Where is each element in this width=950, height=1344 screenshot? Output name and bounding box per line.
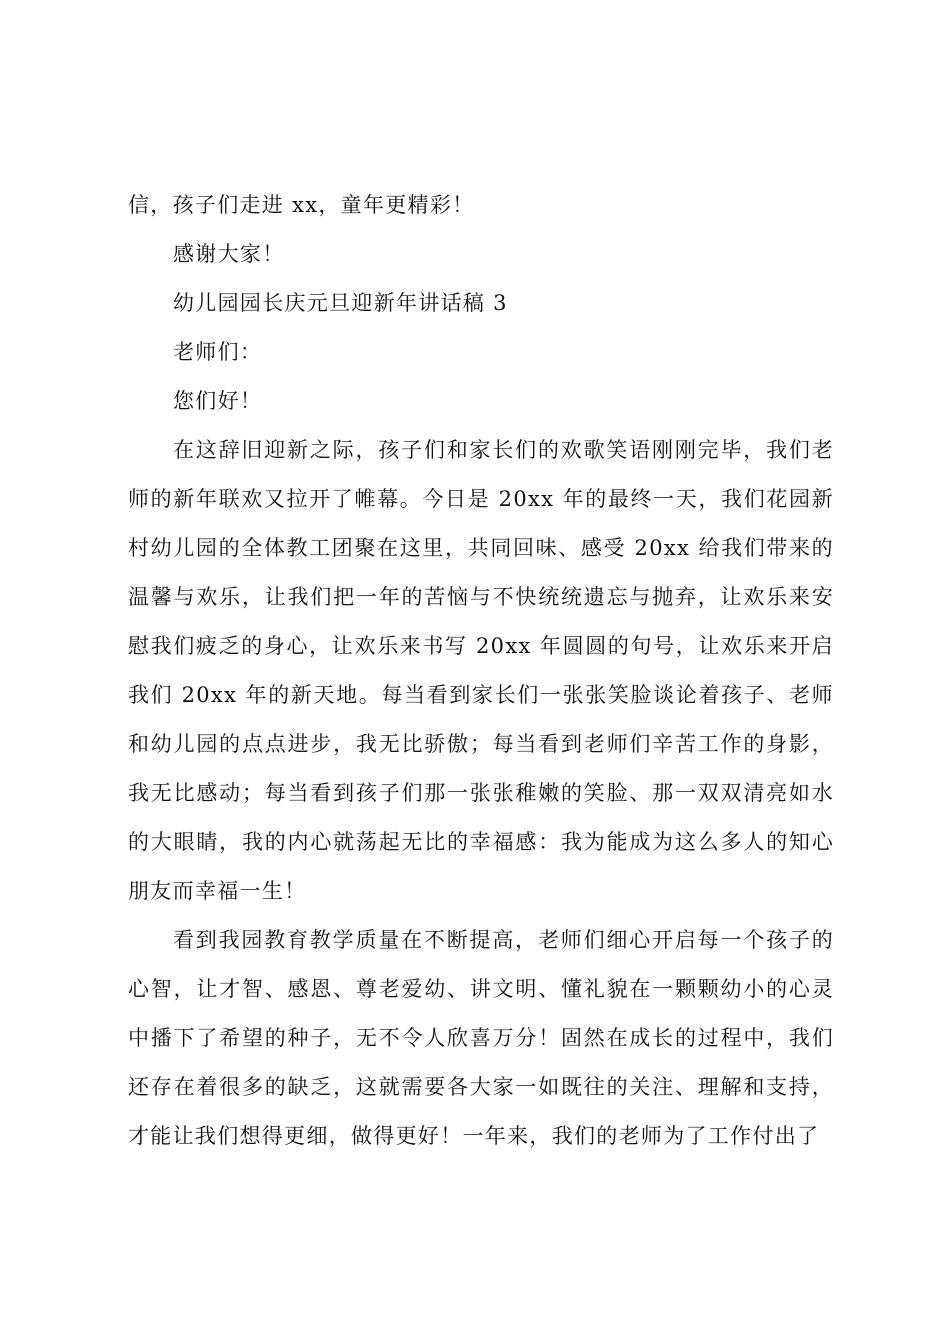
paragraph-5-greeting: 您们好！	[173, 389, 263, 413]
paragraph-3-heading: 幼儿园园长庆元旦迎新年讲话稿 3	[173, 291, 508, 315]
paragraph-7: 看到我园教育教学质量在不断提高，老师们细心开启每一个孩子的心智，让才智、感恩、尊老爱幼、讲文明、懂礼貌在一颗颗幼小的心灵中播下了希望的种子，无不令人欣喜万分！固然在成长的过程中，我们还存在着很多的缺乏，这就需要各大家一如既往的关注、理解和支持，才能让我们想得更细，做得更好！一年来，我们的老师为了工作付出了	[128, 928, 834, 1148]
paragraph-4-salutation: 老师们：	[173, 340, 263, 364]
document-body	[128, 181, 834, 1161]
paragraph-1: 信，孩子们走进 xx，童年更精彩！	[128, 193, 475, 217]
paragraph-2: 感谢大家！	[173, 242, 285, 266]
paragraph-6: 在这辞旧迎新之际，孩子们和家长们的欢歌笑语刚刚完毕，我们老师的新年联欢又拉开了帷幕。今日是 20xx 年的最终一天，我们花园新村幼儿园的全体教工团聚在这里，共同回味、感受 20xx 给我们带来的温馨与欢乐，让我们把一年的苦恼与不快统统遗忘与抛弃，让欢乐来安慰我们疲乏的身心，让欢乐来书写 20xx 年圆圆的句号，让欢乐来开启我们 20xx 年的新天地。每当看到家长们一张张笑脸谈论着孩子、老师和幼儿园的点点进步，我无比骄傲；每当看到老师们辛苦工作的身影，我无比感动；每当看到孩子们那一张张稚嫩的笑脸、那一双双清亮如水的大眼睛，我的内心就荡起无比的幸福感：我为能成为这么多人的知心朋友而幸福一生！	[128, 438, 834, 903]
